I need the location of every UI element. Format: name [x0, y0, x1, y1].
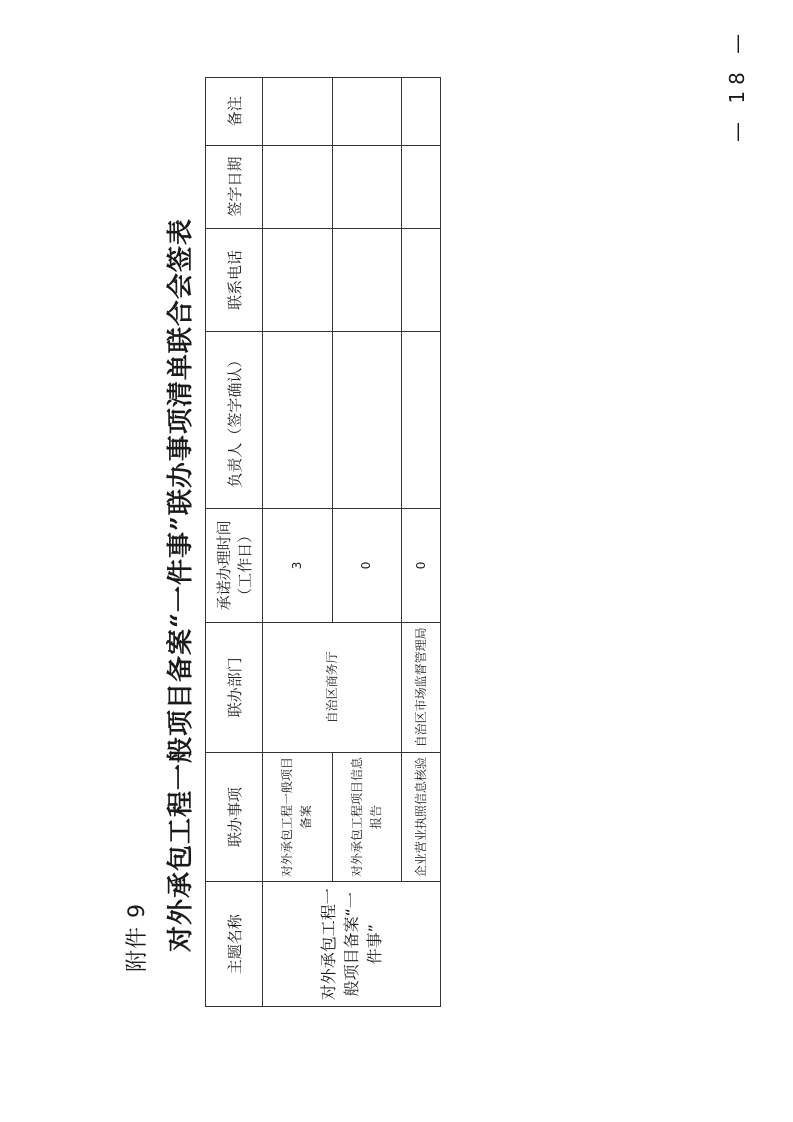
item-cell: 对外承包工程一般项目备案 [263, 752, 333, 882]
phone-cell[interactable] [263, 228, 333, 332]
phone-cell[interactable] [402, 228, 441, 332]
header-owner: 负责人（签字确认） [206, 332, 263, 508]
phone-cell[interactable] [332, 228, 402, 332]
table-row [332, 78, 402, 1007]
table-row [263, 78, 333, 1007]
sign-date-cell[interactable] [263, 145, 333, 228]
header-date: 签字日期 [206, 145, 263, 228]
table-header-row [206, 78, 263, 1007]
header-item: 联办事项 [206, 752, 263, 882]
note-cell[interactable] [332, 78, 402, 146]
item-cell: 企业营业执照信息核验 [402, 752, 441, 882]
sign-date-cell[interactable] [332, 145, 402, 228]
owner-sign-cell[interactable] [332, 332, 402, 508]
header-note: 备注 [206, 78, 263, 146]
header-dept: 联办部门 [206, 622, 263, 752]
countersign-table [205, 77, 441, 1007]
sign-date-cell[interactable] [402, 145, 441, 228]
attachment-label: 附件 9 [125, 903, 150, 972]
owner-sign-cell[interactable] [402, 332, 441, 508]
header-phone: 联系电话 [206, 228, 263, 332]
document-title: 对外承包工程一般项目备案“一件事”联办事项清单联合会签表 [166, 218, 196, 952]
time-cell: 0 [332, 508, 402, 622]
dept-cell: 自治区市场监督管理局 [402, 622, 441, 752]
owner-sign-cell[interactable] [263, 332, 333, 508]
time-cell: 3 [263, 508, 333, 622]
note-cell[interactable] [402, 78, 441, 146]
theme-name-cell: 对外承包工程一般项目备案“一件事” [263, 882, 441, 1007]
header-time: 承诺办理时间（工作日） [206, 508, 263, 622]
header-theme: 主题名称 [206, 882, 263, 1007]
note-cell[interactable] [263, 78, 333, 146]
time-cell: 0 [402, 508, 441, 622]
table-row [402, 78, 441, 1007]
shared-dept-cell: 自治区商务厅 [263, 622, 402, 752]
item-cell: 对外承包工程项目信息报告 [332, 752, 402, 882]
page-number: — 18 — [725, 27, 749, 142]
